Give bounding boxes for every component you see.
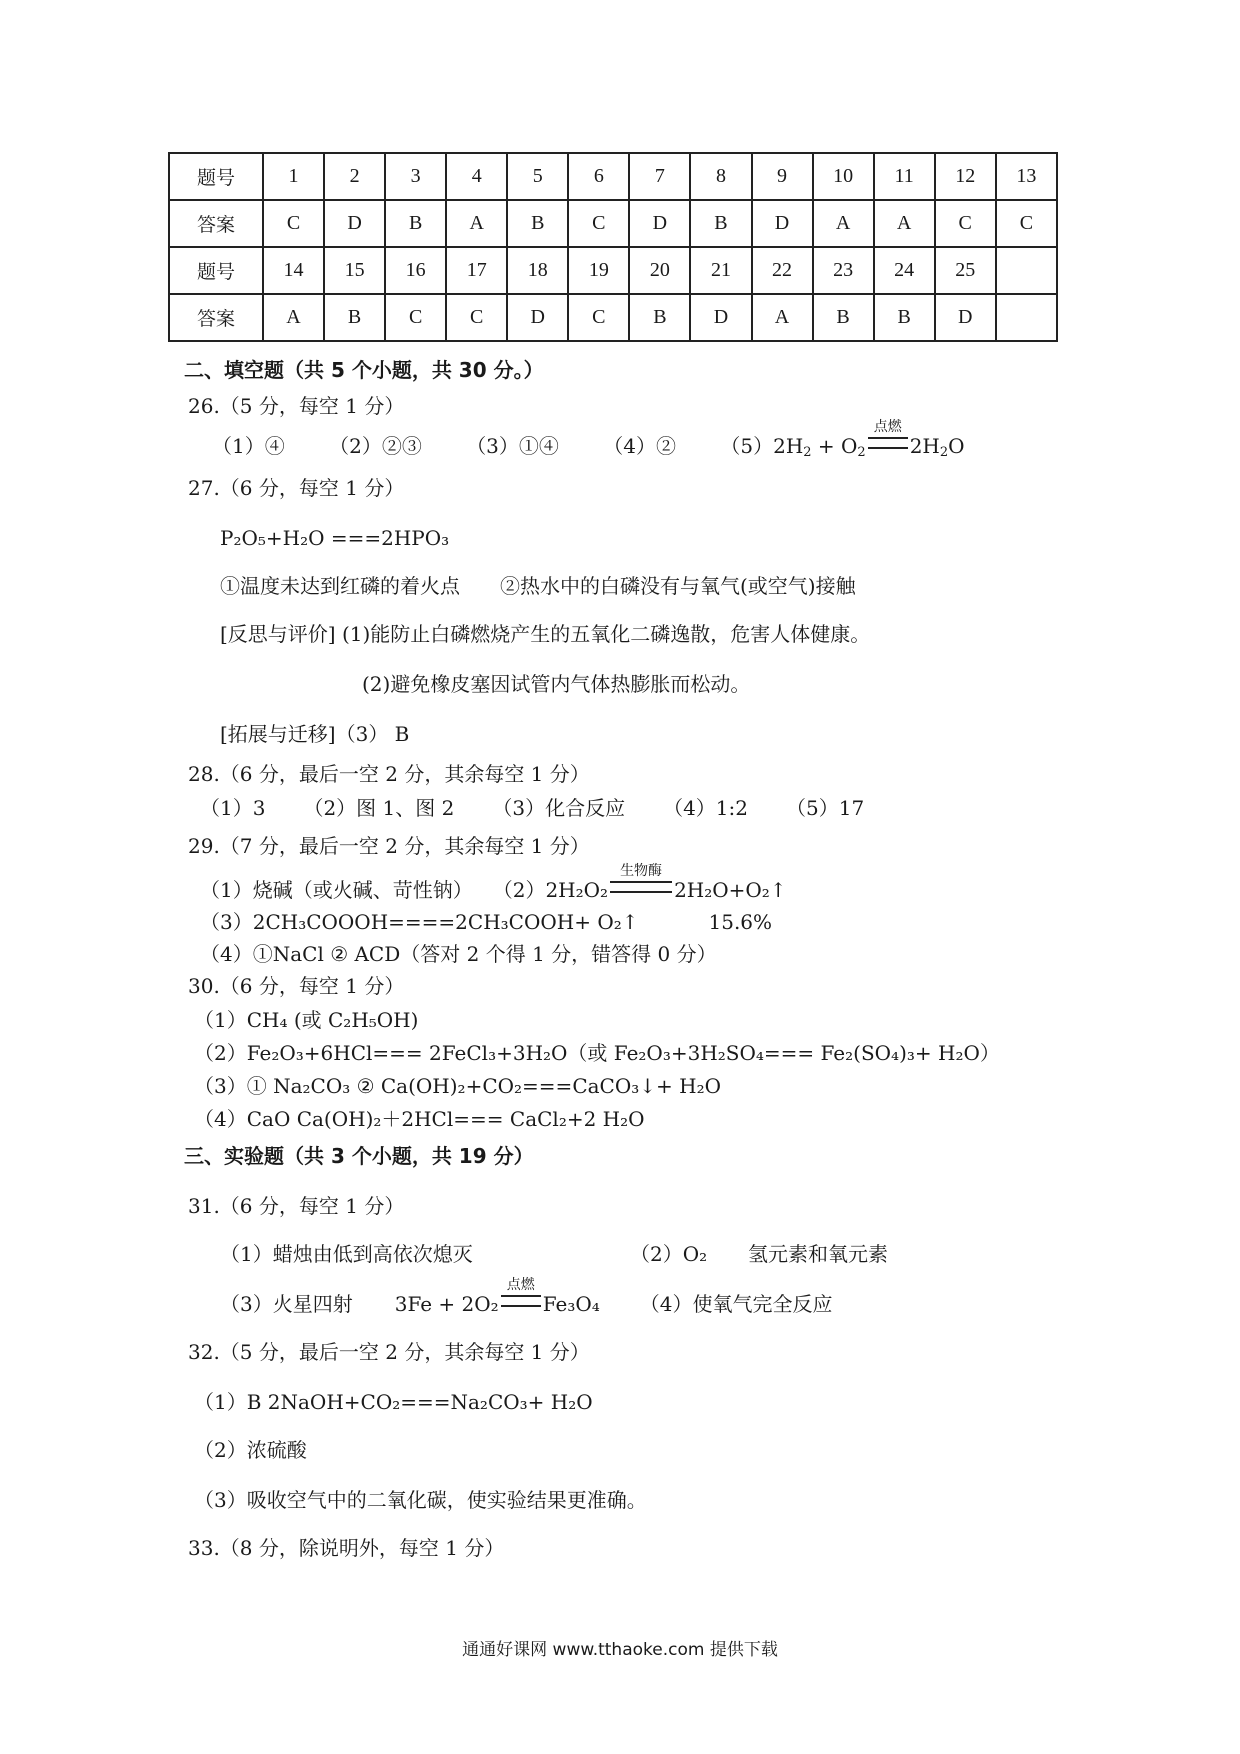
section-3-title: 三、实验题（共 3 个小题，共 19 分） xyxy=(184,1144,534,1168)
q28-heading: 28.（6 分，最后一空 2 分，其余每空 1 分） xyxy=(188,762,590,786)
q27-heading: 27.（6 分，每空 1 分） xyxy=(188,476,405,500)
q29-heading: 29.（7 分，最后一空 2 分，其余每空 1 分） xyxy=(188,834,590,858)
table-cell: 16 xyxy=(385,247,446,294)
table-cell: C xyxy=(446,294,507,341)
table-cell: 18 xyxy=(507,247,568,294)
q32-line1: （1）B 2NaOH+CO₂===Na₂CO₃+ H₂O xyxy=(194,1390,593,1414)
q31-line1: （1）蜡烛由低到高依次熄灭 （2）O₂ 氢元素和氧元素 xyxy=(220,1242,888,1266)
q32-line2: （2）浓硫酸 xyxy=(194,1438,307,1462)
table-cell: B xyxy=(874,294,935,341)
table-cell: 11 xyxy=(874,153,935,200)
table-cell: A xyxy=(874,200,935,247)
table-cell: D xyxy=(690,294,751,341)
q26-a1: （1）④ xyxy=(212,434,285,458)
table-cell: 15 xyxy=(324,247,385,294)
table-cell xyxy=(996,294,1057,341)
q31-heading: 31.（6 分，每空 1 分） xyxy=(188,1194,405,1218)
table-cell: 19 xyxy=(568,247,629,294)
table-cell: 9 xyxy=(752,153,813,200)
q27-extension: [拓展与迁移]（3） B xyxy=(220,722,410,746)
table-cell: 23 xyxy=(813,247,874,294)
table-cell: 22 xyxy=(752,247,813,294)
q26-a4: （4）② xyxy=(603,434,677,458)
q30-line2: （2）Fe₂O₃+6HCl=== 2FeCl₃+3H₂O（或 Fe₂O₃+3H₂SO₄=== Fe₂(SO₄)₃+ H₂O） xyxy=(194,1041,1000,1065)
table-cell: 1 xyxy=(263,153,324,200)
table-cell: 25 xyxy=(935,247,996,294)
table-cell: 12 xyxy=(935,153,996,200)
q27-reflection-2: (2)避免橡皮塞因试管内气体热膨胀而松动。 xyxy=(362,672,751,696)
table-cell: 8 xyxy=(690,153,751,200)
table-cell: B xyxy=(324,294,385,341)
table-cell: 5 xyxy=(507,153,568,200)
table-cell: C xyxy=(568,294,629,341)
table-row xyxy=(169,294,1057,341)
table-cell: A xyxy=(752,294,813,341)
q30-line1: （1）CH₄ (或 C₂H₅OH) xyxy=(194,1008,419,1032)
table-cell: 6 xyxy=(568,153,629,200)
q30-heading: 30.（6 分，每空 1 分） xyxy=(188,974,405,998)
table-cell: B xyxy=(690,200,751,247)
table-cell: B xyxy=(507,200,568,247)
table-cell: D xyxy=(629,200,690,247)
table-cell: 10 xyxy=(813,153,874,200)
table-cell: 24 xyxy=(874,247,935,294)
q26-answers xyxy=(212,419,965,460)
page-footer: 通通好课网 www.tthaoke.com 提供下载 xyxy=(462,1640,778,1660)
q32-heading: 32.（5 分，最后一空 2 分，其余每空 1 分） xyxy=(188,1340,590,1364)
table-cell: 21 xyxy=(690,247,751,294)
row-header-cell: 题号 xyxy=(169,247,263,294)
table-cell: A xyxy=(813,200,874,247)
row-header-cell: 题号 xyxy=(169,153,263,200)
table-cell: C xyxy=(568,200,629,247)
table-cell: D xyxy=(507,294,568,341)
q32-line3: （3）吸收空气中的二氧化碳，使实验结果更准确。 xyxy=(194,1488,647,1512)
q30-line3: （3）① Na₂CO₃ ② Ca(OH)₂+CO₂===CaCO₃↓+ H₂O xyxy=(194,1074,721,1098)
q29-line2: （3）2CH₃COOOH====2CH₃COOH+ O₂↑ 15.6% xyxy=(200,910,773,934)
table-row xyxy=(169,200,1057,247)
table-cell: A xyxy=(263,294,324,341)
q29-line3: （4）①NaCl ② ACD（答对 2 个得 1 分，错答得 0 分） xyxy=(200,942,717,966)
table-cell: C xyxy=(385,294,446,341)
q27-reflection: [反思与评价] (1)能防止白磷燃烧产生的五氧化二磷逸散，危害人体健康。 xyxy=(220,622,871,646)
q26-a3: （3）①④ xyxy=(466,434,559,458)
table-cell xyxy=(996,247,1057,294)
table-cell: D xyxy=(935,294,996,341)
table-cell: B xyxy=(385,200,446,247)
q27-line2: ①温度未达到红磷的着火点 ②热水中的白磷没有与氧气(或空气)接触 xyxy=(220,574,856,598)
section-2-title: 二、填空题（共 5 个小题，共 30 分。） xyxy=(184,358,544,382)
table-cell: 14 xyxy=(263,247,324,294)
table-cell: B xyxy=(813,294,874,341)
table-cell: 20 xyxy=(629,247,690,294)
table-cell: A xyxy=(446,200,507,247)
table-cell: 13 xyxy=(996,153,1057,200)
table-cell: B xyxy=(629,294,690,341)
table-cell: 4 xyxy=(446,153,507,200)
q29-line1: （1）烧碱（或火碱、苛性钠） （2）2H₂O₂ 生物酶 2H₂O+O₂↑ xyxy=(200,863,787,902)
table-cell: C xyxy=(263,200,324,247)
table-row xyxy=(169,247,1057,294)
answer-table xyxy=(168,152,1058,342)
table-cell: C xyxy=(996,200,1057,247)
table-cell: 17 xyxy=(446,247,507,294)
q27-equation: P₂O₅+H₂O ===2HPO₃ xyxy=(220,526,450,550)
table-cell: 3 xyxy=(385,153,446,200)
q28-answers: （1）3 （2）图 1、图 2 （3）化合反应 （4）1:2 （5）17 xyxy=(200,796,865,820)
q26-a5-equation: $(5)2H_2 + O_2$ 点燃 $2H_2O$ xyxy=(720,419,965,460)
table-cell: D xyxy=(752,200,813,247)
q30-line4: （4）CaO Ca(OH)₂＋2HCl=== CaCl₂+2 H₂O xyxy=(194,1107,645,1131)
reaction-condition: 点燃 xyxy=(868,432,908,460)
table-cell: 2 xyxy=(324,153,385,200)
table-cell: D xyxy=(324,200,385,247)
table-cell: C xyxy=(935,200,996,247)
table-row xyxy=(169,153,1057,200)
row-header-cell: 答案 xyxy=(169,294,263,341)
q33-heading: 33.（8 分，除说明外，每空 1 分） xyxy=(188,1536,505,1560)
q31-line2: （3）火星四射 3Fe + 2O₂ 点燃 Fe₃O₄ （4）使氧气完全反应 xyxy=(220,1277,833,1316)
table-cell: 7 xyxy=(629,153,690,200)
row-header-cell: 答案 xyxy=(169,200,263,247)
q26-heading: 26.（5 分，每空 1 分） xyxy=(188,394,405,418)
q26-a2: （2）②③ xyxy=(329,434,422,458)
